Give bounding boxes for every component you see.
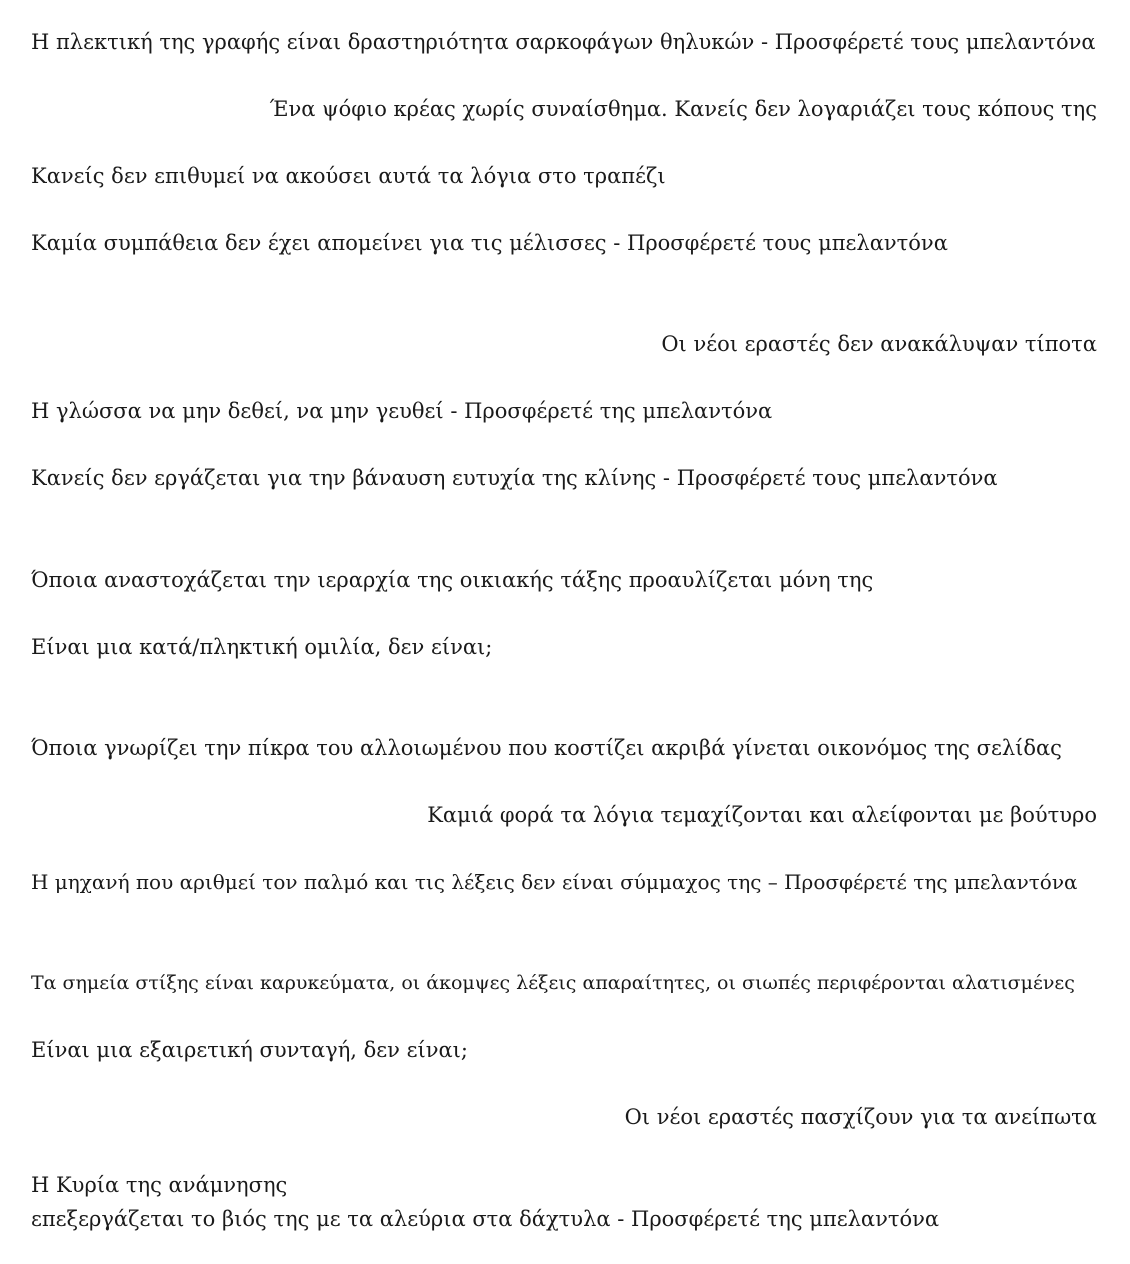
poem-line-12: Η μηχανή που αριθμεί τον παλμό και τις λέξεις δεν είναι σύμμαχος της – Προσφέρετέ της μπελαντόνα xyxy=(31,870,1078,894)
poem-line-4: Καμία συμπάθεια δεν έχει απομείνει για τις μέλισσες - Προσφέρετέ τους μπελαντόνα xyxy=(31,231,948,255)
poem-line-2: Ένα ψόφιο κρέας χωρίς συναίσθημα. Κανείς δεν λογαριάζει τους κόπους της xyxy=(269,97,1097,121)
poem-line-10: Όποια γνωρίζει την πίκρα του αλλοιωμένου που κοστίζει ακριβά γίνεται οικονόμος της σελίδας xyxy=(31,736,1062,760)
poem-line-16: Η Κυρία της ανάμνησης xyxy=(31,1173,288,1197)
poem-line-8: Όποια αναστοχάζεται την ιεραρχία της οικιακής τάξης προαυλίζεται μόνη της xyxy=(31,568,874,592)
poem-line-6: Η γλώσσα να μην δεθεί, να μην γευθεί - Προσφέρετέ της μπελαντόνα xyxy=(31,399,773,423)
poem-line-13: Τα σημεία στίξης είναι καρυκεύματα, οι άκομψες λέξεις απαραίτητες, οι σιωπές περιφέρονται αλατισμένες xyxy=(31,972,1075,994)
poem-line-7: Κανείς δεν εργάζεται για την βάναυση ευτυχία της κλίνης - Προσφέρετέ τους μπελαντόνα xyxy=(31,466,998,490)
poem-line-14: Είναι μια εξαιρετική συνταγή, δεν είναι; xyxy=(31,1038,468,1062)
poem-line-15: Οι νέοι εραστές πασχίζουν για τα ανείπωτα xyxy=(624,1105,1097,1129)
poem-line-3: Κανείς δεν επιθυμεί να ακούσει αυτά τα λόγια στο τραπέζι xyxy=(31,164,666,188)
poem-line-5: Οι νέοι εραστές δεν ανακάλυψαν τίποτα xyxy=(661,332,1097,356)
poem-line-11: Καμιά φορά τα λόγια τεμαχίζονται και αλείφονται με βούτυρο xyxy=(427,803,1097,827)
poem-line-17: επεξεργάζεται το βιός της με τα αλεύρια στα δάχτυλα - Προσφέρετέ της μπελαντόνα xyxy=(31,1207,940,1231)
poem-line-9: Είναι μια κατά/πληκτική ομιλία, δεν είναι; xyxy=(31,635,493,659)
poem-line-1: Η πλεκτική της γραφής είναι δραστηριότητα σαρκοφάγων θηλυκών - Προσφέρετέ τους μπελαντόνα xyxy=(31,30,1096,54)
